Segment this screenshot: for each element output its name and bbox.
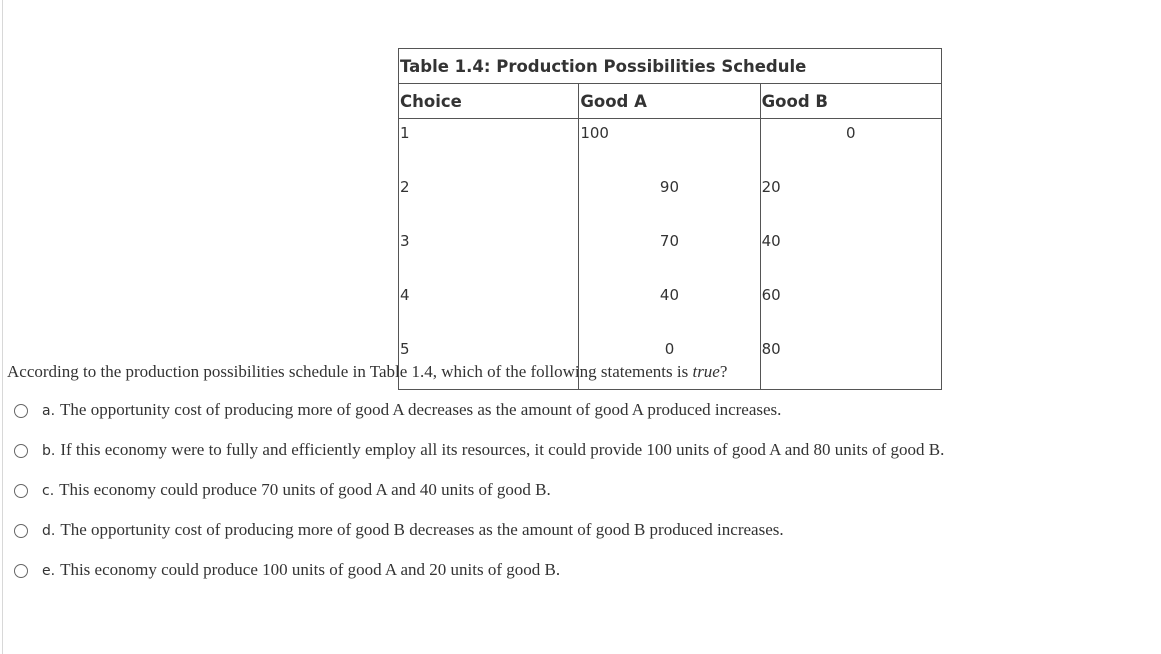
option-letter: a.: [42, 403, 56, 419]
cell-good-a: 0: [579, 335, 760, 390]
radio-button-c[interactable]: [14, 484, 28, 498]
question-emphasis: true: [692, 362, 720, 381]
table-row: [399, 173, 942, 227]
table-title: Table 1.4: Production Possibilities Schedule: [399, 49, 942, 84]
question-suffix: ?: [719, 362, 728, 381]
option-text: This economy could produce 70 units of good A and 40 units of good B.: [59, 480, 551, 499]
option-text: The opportunity cost of producing more of good A decreases as the amount of good A produced increases.: [60, 400, 782, 419]
cell-good-b: 40: [760, 227, 941, 281]
option-letter: e.: [42, 563, 56, 579]
cell-choice: 5: [399, 335, 579, 390]
option-letter: b.: [42, 443, 56, 459]
table-row: [399, 119, 942, 174]
cell-good-a: 90: [579, 173, 760, 227]
table-row: [399, 281, 942, 335]
option-d[interactable]: [14, 520, 944, 560]
option-text: This economy could produce 100 units of good A and 20 units of good B.: [60, 560, 561, 579]
answer-options: [14, 400, 944, 600]
option-text: If this economy were to fully and efficiently employ all its resources, it could provide 100 units of good A and 80 units of good B.: [60, 440, 945, 459]
cell-good-b: 20: [760, 173, 941, 227]
option-letter: c.: [42, 483, 55, 499]
cell-choice: 2: [399, 173, 579, 227]
cell-choice: 1: [399, 119, 579, 174]
cell-good-b: 60: [760, 281, 941, 335]
table-row: [399, 227, 942, 281]
radio-button-a[interactable]: [14, 404, 28, 418]
header-good-a: Good A: [579, 84, 760, 119]
header-good-b: Good B: [760, 84, 941, 119]
production-possibilities-table: [398, 48, 942, 390]
cell-choice: 4: [399, 281, 579, 335]
question-prefix: According to the production possibilities schedule in Table 1.4, which of the following statements is: [7, 362, 693, 381]
cell-choice: 3: [399, 227, 579, 281]
option-letter: d.: [42, 523, 56, 539]
cell-good-b: 80: [760, 335, 941, 390]
cell-good-a: 40: [579, 281, 760, 335]
radio-button-d[interactable]: [14, 524, 28, 538]
question-text: [7, 362, 727, 382]
option-b[interactable]: [14, 440, 944, 480]
option-c[interactable]: [14, 480, 944, 520]
header-choice: Choice: [399, 84, 579, 119]
radio-button-e[interactable]: [14, 564, 28, 578]
radio-button-b[interactable]: [14, 444, 28, 458]
option-e[interactable]: [14, 560, 944, 600]
option-text: The opportunity cost of producing more of good B decreases as the amount of good B produced increases.: [60, 520, 784, 539]
cell-good-a: 70: [579, 227, 760, 281]
option-a[interactable]: [14, 400, 944, 440]
cell-good-a: 100: [579, 119, 760, 174]
cell-good-b: 0: [760, 119, 941, 174]
